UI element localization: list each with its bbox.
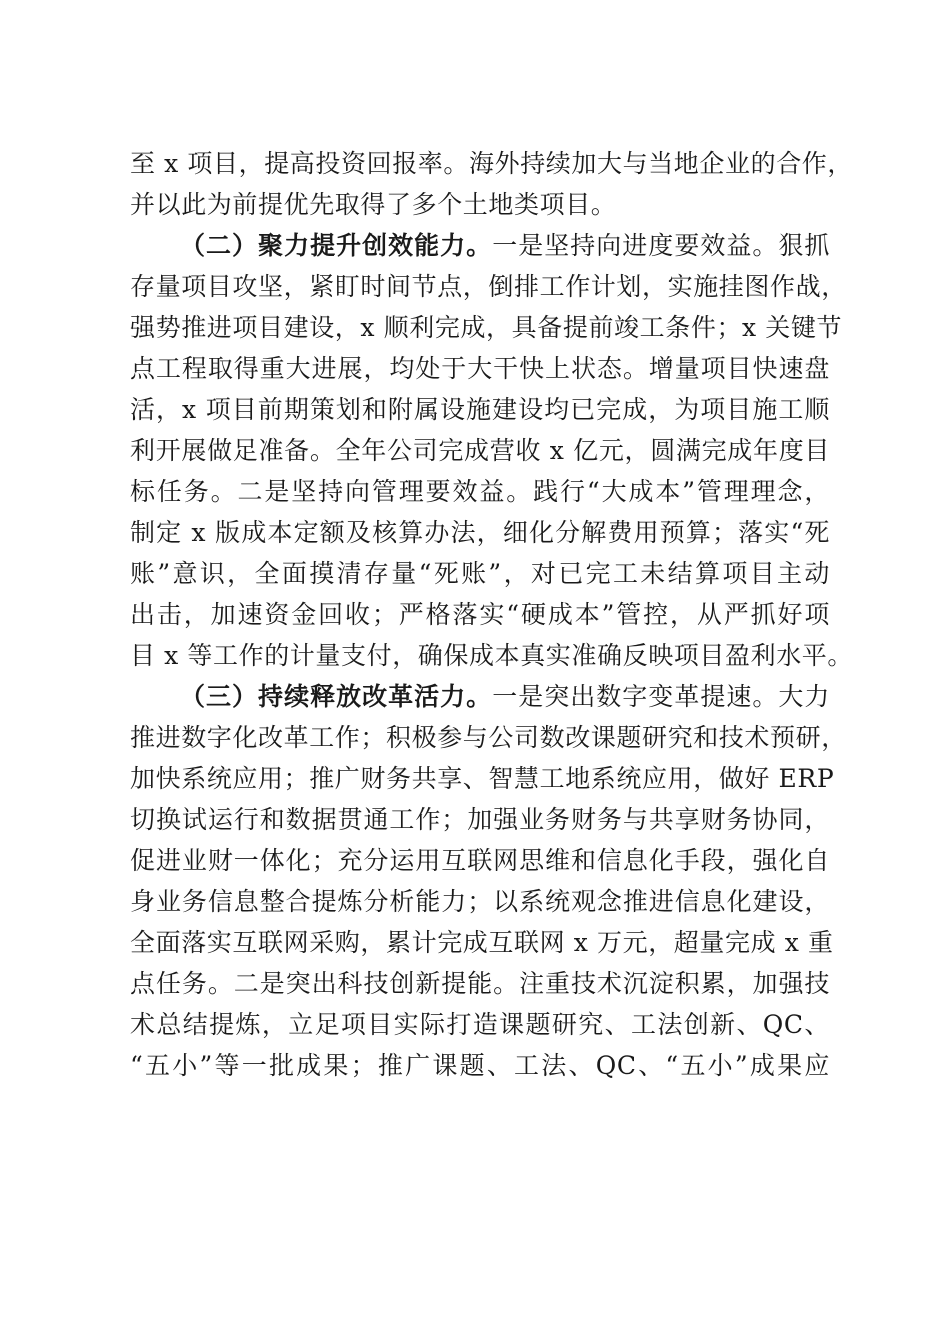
text-line: 术总结提炼，立足项目实际打造课题研究、工法创新、QC、 — [130, 1010, 830, 1039]
text-line: 切换试运行和数据贯通工作；加强业务财务与共享财务协同， — [130, 805, 830, 834]
text-line: 点任务。二是突出科技创新提能。注重技术沉淀积累，加强技 — [130, 969, 830, 998]
text-line: 活，x 项目前期策划和附属设施建设均已完成，为项目施工顺 — [130, 395, 830, 424]
text-line: 利开展做足准备。全年公司完成营收 x 亿元，圆满完成年度目 — [130, 436, 830, 465]
text-span: 一是突出数字变革提速。大力 — [492, 682, 830, 711]
text-line: 身业务信息整合提炼分析能力；以系统观念推进信息化建设， — [130, 887, 830, 916]
text-span: 一是坚持向进度要效益。狠抓 — [492, 231, 830, 260]
document-body — [130, 143, 853, 1086]
text-line: “五小”等一批成果；推广课题、工法、QC、“五小”成果应 — [130, 1051, 830, 1080]
text-line: 存量项目攻坚，紧盯时间节点，倒排工作计划，实施挂图作战， — [130, 272, 847, 301]
text-line: 制定 x 版成本定额及核算办法，细化分解费用预算；落实“死 — [130, 518, 830, 547]
section-heading-line — [130, 676, 830, 717]
text-line: 账”意识，全面摸清存量“死账”，对已完工未结算项目主动 — [130, 559, 830, 588]
text-line: 至 x 项目，提高投资回报率。海外持续加大与当地企业的合作， — [130, 149, 853, 178]
text-line: 标任务。二是坚持向管理要效益。践行“大成本”管理理念， — [130, 477, 830, 506]
text-line: 加快系统应用；推广财务共享、智慧工地系统应用，做好 ERP — [130, 764, 835, 793]
text-line: 强势推进项目建设，x 顺利完成，具备提前竣工条件；x 关键节 — [130, 313, 843, 342]
text-line: 推进数字化改革工作；积极参与公司数改课题研究和技术预研， — [130, 723, 847, 752]
text-line: 并以此为前提优先取得了多个土地类项目。 — [130, 190, 617, 219]
section-heading: （三）持续释放改革活力。 — [180, 682, 493, 711]
text-line: 目 x 等工作的计量支付，确保成本真实准确反映项目盈利水平。 — [130, 641, 853, 670]
text-line: 出击，加速资金回收；严格落实“硬成本”管控，从严抓好项 — [130, 600, 830, 629]
text-line: 点工程取得重大进展，均处于大干快上状态。增量项目快速盘 — [130, 354, 830, 383]
text-line: 全面落实互联网采购，累计完成互联网 x 万元，超量完成 x 重 — [130, 928, 834, 957]
section-heading-line — [130, 225, 830, 266]
text-line: 促进业财一体化；充分运用互联网思维和信息化手段，强化自 — [130, 846, 830, 875]
section-heading: （二）聚力提升创效能力。 — [180, 231, 493, 260]
